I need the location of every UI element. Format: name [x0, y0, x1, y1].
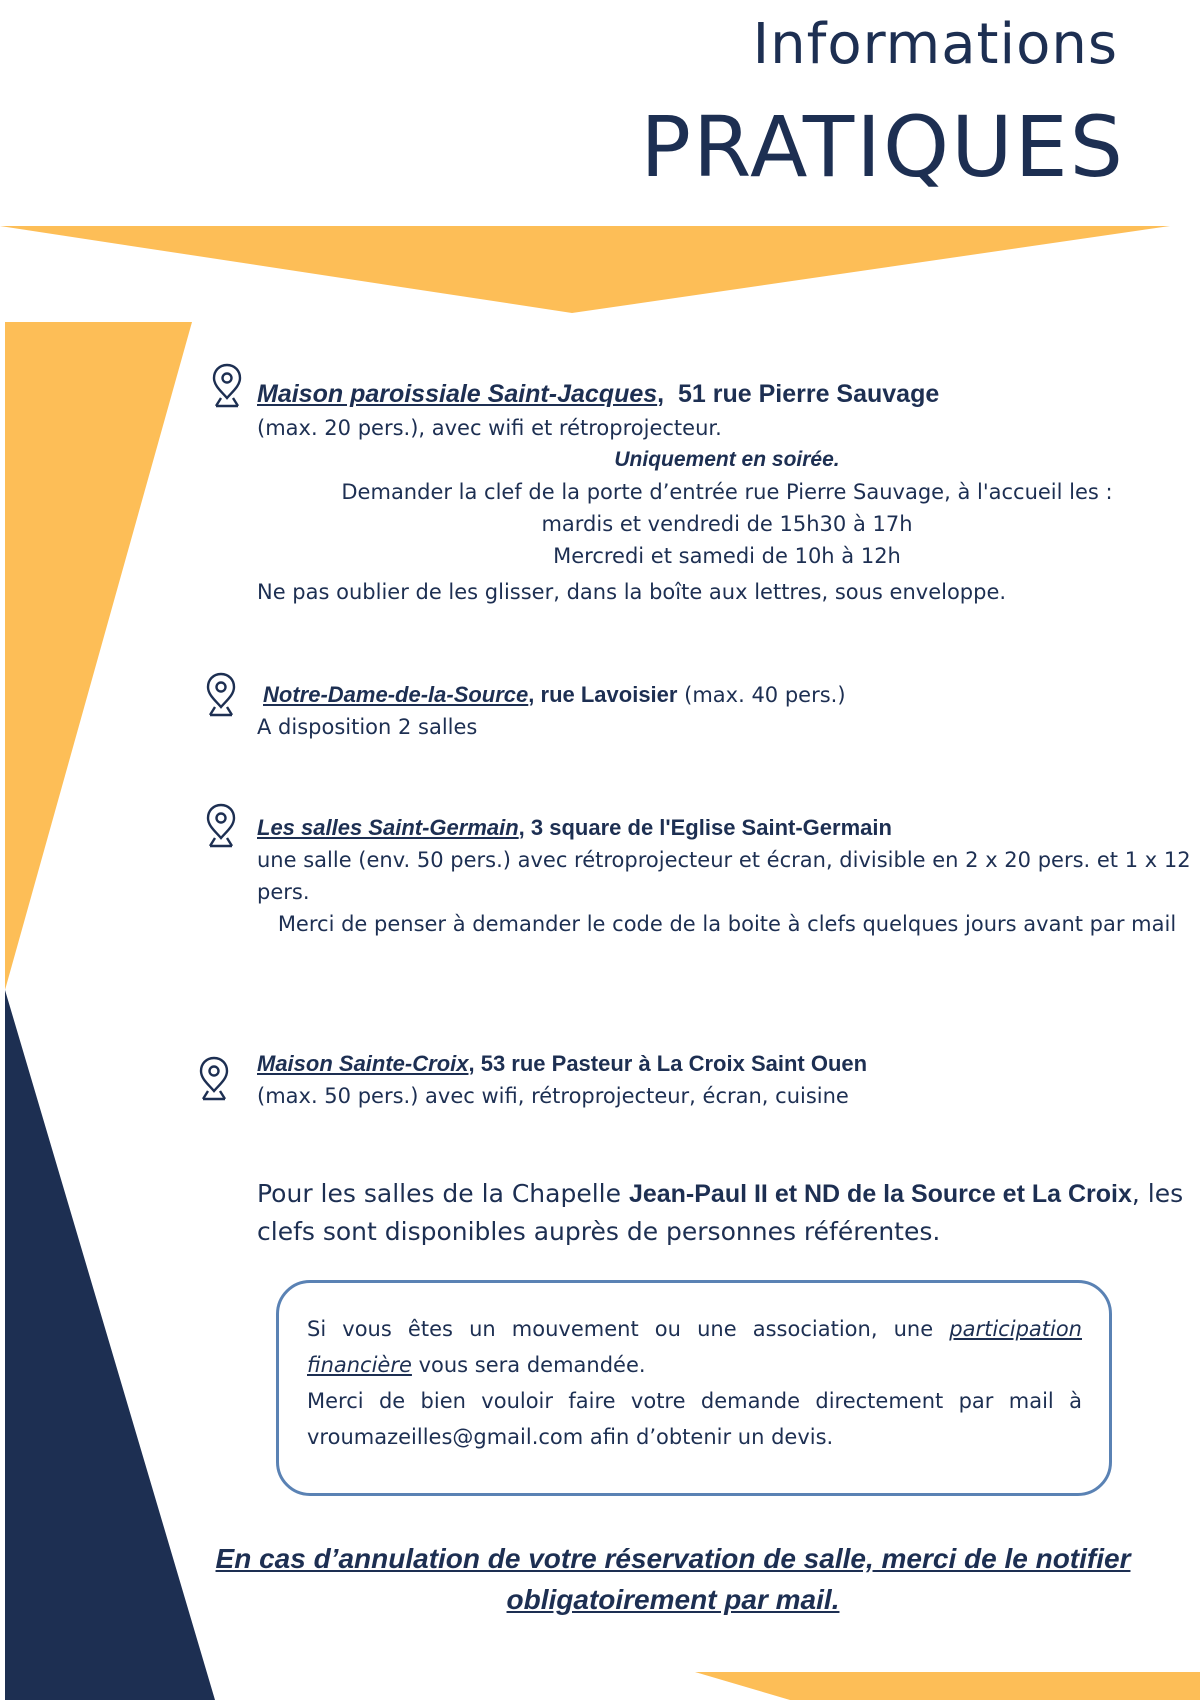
location-address: , 51 rue Pierre Sauvage [657, 380, 940, 408]
keys-notice [257, 1175, 1200, 1250]
evening-only-note: Uniquement en soirée. [614, 448, 840, 471]
location-details: une salle (env. 50 pers.) avec rétroprojecteur et écran, divisible en 2 x 20 pers. et 1 x 12 pers. [257, 848, 1191, 904]
request-quote-text: Merci de bien vouloir faire votre demande directement par mail à vroumazeilles@gmail.com afin d’obtenir un devis. [307, 1389, 1082, 1449]
location-name: Les salles Saint-Germain [257, 815, 519, 840]
location-notre-dame [257, 679, 1197, 743]
location-capacity: (max. 20 pers.), avec wifi et rétroprojecteur. [257, 416, 722, 440]
key-box-note: Merci de penser à demander le code de la boite à clefs quelques jours avant par mail [277, 912, 1177, 936]
top-yellow-chevron [0, 226, 1170, 313]
location-pin-icon [212, 362, 242, 408]
bottom-right-yellow-wedge [695, 1672, 1200, 1700]
participation-text-1: Si vous êtes un mouvement ou une association, une [307, 1317, 950, 1341]
location-name: Notre-Dame-de-la-Source [263, 682, 529, 707]
location-heading [257, 679, 1197, 711]
title-line-2: PRATIQUES [640, 98, 1125, 196]
financial-info-box [276, 1280, 1112, 1496]
cancellation-notice: En cas d’annulation de votre réservation de salle, merci de le notifier obligatoirement par mail. [215, 1543, 1131, 1615]
participation-link: participation financière [307, 1317, 1082, 1377]
location-capacity: (max. 40 pers.) [677, 683, 846, 707]
left-yellow-triangle [5, 322, 192, 990]
left-navy-triangle [5, 990, 215, 1700]
participation-text [307, 1311, 1082, 1383]
location-pin-icon [206, 671, 236, 717]
notice-suffix: , les clefs sont disponibles auprès de personnes référentes. [257, 1179, 1184, 1246]
notice-bold: Jean-Paul II et ND de la Source et La Croix [628, 1180, 1132, 1208]
key-instructions: Demander la clef de la porte d’entrée rue Pierre Sauvage, à l'accueil les : [341, 480, 1113, 504]
location-saint-jacques [257, 376, 1197, 608]
location-address: , 53 rue Pasteur à La Croix Saint Ouen [468, 1051, 868, 1076]
location-pin-icon [206, 802, 236, 848]
location-pin-icon [199, 1055, 229, 1101]
opening-hours-2: Mercredi et samedi de 10h à 12h [553, 544, 901, 568]
location-details: A disposition 2 salles [257, 715, 478, 739]
return-key-note: Ne pas oublier de les glisser, dans la boîte aux lettres, sous enveloppe. [257, 580, 1007, 604]
notice-prefix: Pour les salles de la Chapelle [257, 1179, 629, 1208]
location-address: , 3 square de l'Eglise Saint-Germain [518, 815, 892, 840]
title-line-1: Informations [752, 12, 1118, 77]
location-name: Maison paroissiale Saint-Jacques [257, 380, 658, 408]
opening-hours-1: mardis et vendredi de 15h30 à 17h [541, 512, 913, 536]
location-heading [257, 376, 1197, 412]
location-sainte-croix [257, 1048, 1197, 1112]
location-heading [257, 1048, 1197, 1080]
location-heading [257, 812, 1197, 844]
participation-text-2: vous sera demandée. [411, 1353, 646, 1377]
location-address: , rue Lavoisier [528, 682, 678, 707]
location-saint-germain [257, 812, 1197, 940]
location-details: (max. 50 pers.) avec wifi, rétroprojecteur, écran, cuisine [257, 1084, 849, 1108]
location-name: Maison Sainte-Croix [257, 1051, 469, 1076]
